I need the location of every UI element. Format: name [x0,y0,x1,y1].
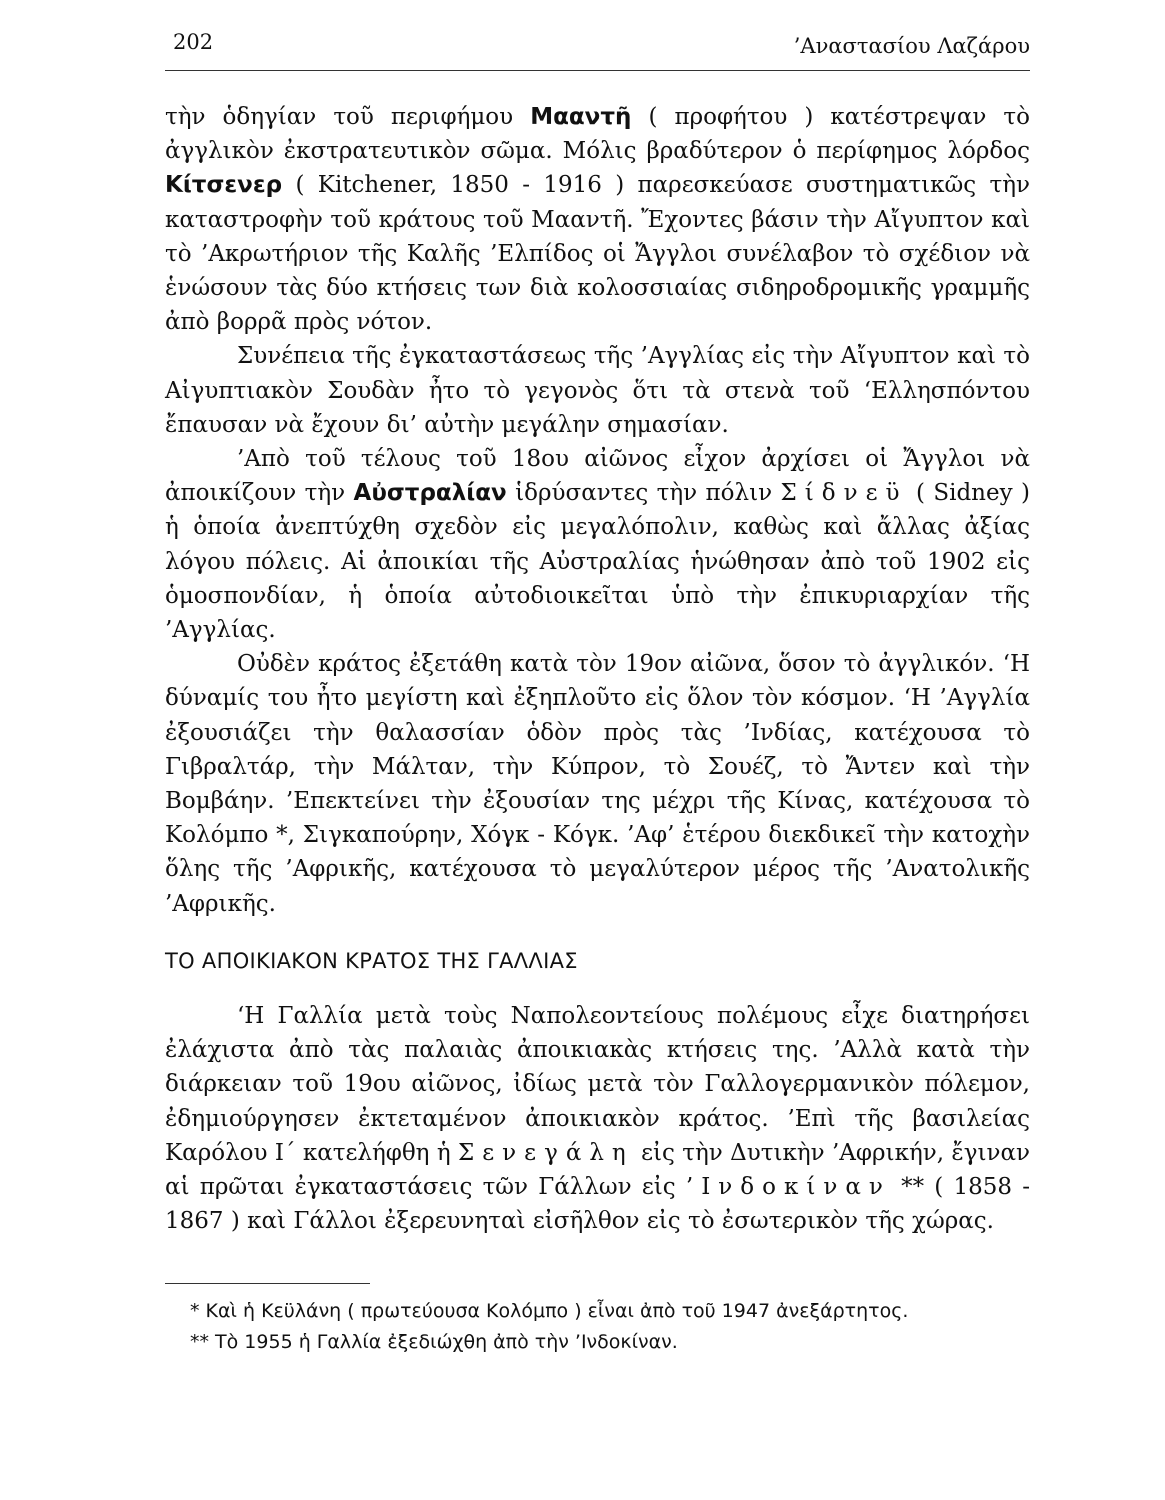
page-number: 202 [173,30,214,54]
paragraph-3: ’Απὸ τοῦ τέλους τοῦ 18ου αἰῶνος εἶχον ἀρχίσει οἱ Ἄγγλοι νὰ ἀποικίζουν τὴν Αὐστραλίαν ἱδρύσαντες τὴν πόλιν Σίδνεϋ ( Sidney ) ἡ ὁποία ἀνεπτύχθη σχεδὸν εἰς μεγαλόπολιν, καθὼς καὶ ἄλλας ἀξίας λόγου πόλεις. Αἱ ἀποικίαι τῆς Αὐστραλίας ἡνώθησαν ἀπὸ τοῦ 1902 εἰς ὁμοσπονδίαν, ἡ ὁποία αὐτοδιοικεῖται ὑπὸ τὴν ἐπικυριαρχίαν τῆς ’Αγγλίας. [165,446,1030,644]
page-header [165,22,1030,64]
paragraph-5: ‘Η Γαλλία μετὰ τοὺς Ναπολεοντείους πολέμους εἶχε διατηρήσει ἐλάχιστα ἀπὸ τὰς παλαιὰς ἀποικιακὰς κτήσεις της. ’Αλλὰ κατὰ τὴν διάρκειαν τοῦ 19ου αἰῶνος, ἰδίως μετὰ τὸν Γαλλογερμανικὸν πόλεμον, ἐδημιούργησεν ἐκτεταμένον ἀποικιακὸν κράτος. ’Επὶ τῆς βασιλείας Καρόλου Ι΄ κατελήφθη ἡ Σενεγάλη εἰς τὴν Δυτικὴν ’Αφρικήν, ἔγιναν αἱ πρῶται ἐγκαταστάσεις τῶν Γάλλων εἰς ’Ινδοκίναν ** ( 1858 - 1867 ) καὶ Γάλλοι ἐξερευνηταὶ εἰσῆλθον εἰς τὸ ἐσωτερικὸν τῆς χώρας. [165,1003,1030,1235]
bold-term-kitchener: Κίτσενερ [165,172,283,199]
footnotes [190,1296,1030,1358]
paragraph-4: Οὐδὲν κράτος ἐξετάθη κατὰ τὸν 19ον αἰῶνα, ὅσον τὸ ἀγγλικόν. ‘Η δύναμίς του ἦτο μεγίστη καὶ ἐξηπλοῦτο εἰς ὅλον τὸν κόσμον. ‘Η ’Αγγλία ἐξουσιάζει τὴν θαλασσίαν ὁδὸν πρὸς τὰς ’Ινδίας, κατέχουσα τὸ Γιβραλτάρ, τὴν Μάλταν, τὴν Κύπρον, τὸ Σουέζ, τὸ Ἄντεν καὶ τὴν Βομβάην. ’Επεκτείνει τὴν ἐξουσίαν της μέχρι τῆς Κίνας, κατέχουσα τὸ Κολόμπο *, Σιγκαπούρην, Χόγκ - Κόγκ. ’Αφ’ ἑτέρου διεκδικεῖ τὴν κατοχὴν ὅλης τῆς ’Αφρικῆς, κατέχουσα τὸ μεγαλύτερον μέρος τῆς ’Ανατολικῆς ’Αφρικῆς. [165,651,1030,917]
running-head: ’Αναστασίου Λαζάρου [793,34,1030,58]
spaced-term-sidney: Σίδνεϋ [780,480,908,507]
footnote-2: ** Τὸ 1955 ἡ Γαλλία ἐξεδιώχθη ἀπὸ τὴν ’Ινδοκίναν. [190,1331,678,1353]
section-heading: ΤΟ ΑΠΟΙΚΙΑΚΟΝ ΚΡΑΤΟΣ ΤΗΣ ΓΑΛΛΙΑΣ [165,948,578,973]
header-rule [165,70,1030,71]
footnote-1: * Καὶ ἡ Κεϋλάνη ( πρωτεύουσα Κολόμπο ) εἶναι ἀπὸ τοῦ 1947 ἀνεξάρτητος. [190,1300,909,1322]
main-text [165,100,1030,1239]
paragraph-1: τὴν ὁδηγίαν τοῦ περιφήμου Μααντῆ ( προφήτου ) κατέστρεψαν τὸ ἀγγλικὸν ἐκστρατευτικὸν σῶμα. Μόλις βραδύτερον ὁ περίφημος λόρδος Κίτσενερ ( Kitchener, 1850 - 1916 ) παρεσκεύασε συστηματικῶς τὴν καταστροφὴν τοῦ κράτους τοῦ Μααντῆ. Ἔχοντες βάσιν τὴν Αἴγυπτον καὶ τὸ ’Ακρωτήριον τῆς Καλῆς ’Ελπίδος οἱ Ἄγγλοι συνέλαβον τὸ σχέδιον νὰ ἑνώσουν τὰς δύο κτήσεις των διὰ κολοσσιαίας σιδηροδρομικῆς γραμμῆς ἀπὸ βορρᾶ πρὸς νότον. [165,104,1030,336]
spaced-term-indochina: ’Ινδοκίναν [685,1174,891,1201]
footnote-rule [165,1283,370,1284]
paragraph-2: Συνέπεια τῆς ἐγκαταστάσεως τῆς ’Αγγλίας εἰς τὴν Αἴγυπτον καὶ τὸ Αἰγυπτιακὸν Σουδὰν ἦτο τὸ γεγονὸς ὅτι τὰ στενὰ τοῦ ‘Ελλησπόντου ἔπαυσαν νὰ ἔχουν δι’ αὐτὴν μεγάλην σημασίαν. [165,343,1030,438]
bold-term-australia: Αὐστραλίαν [353,480,507,507]
bold-term-maanti: Μααντῆ [530,104,632,130]
spaced-term-senegal: Σενεγάλη [458,1139,634,1166]
